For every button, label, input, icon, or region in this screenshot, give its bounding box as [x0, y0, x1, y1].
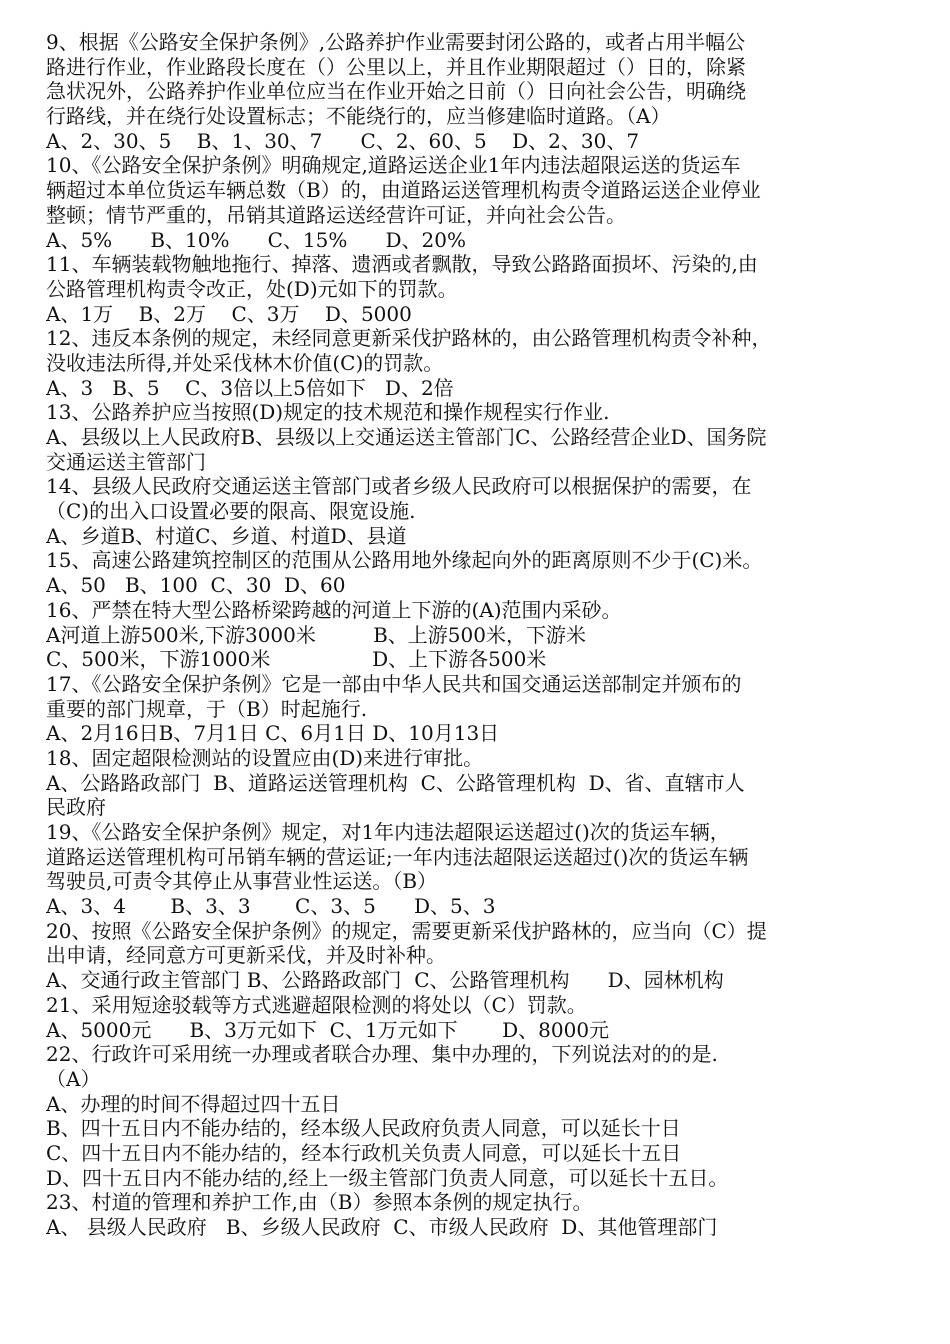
text-line: A、50 B、100 C、30 D、60	[46, 573, 346, 598]
text-line: 11、车辆装载物触地拖行、掉落、遗洒或者飘散，导致公路路面损坏、污染的,由	[46, 252, 758, 277]
text-line: A、交通行政主管部门 B、公路路政部门 C、公路管理机构 D、园林机构	[46, 968, 724, 993]
text-line: 23、村道的管理和养护工作,由（B）参照本条例的规定执行。	[46, 1190, 593, 1215]
text-line: 道路运送管理机构可吊销车辆的营运证;一年内违法超限运送超过()次的货运车辆	[46, 844, 749, 869]
text-line: A、3 B、5 C、3倍以上5倍如下 D、2倍	[46, 375, 454, 400]
text-line: A、1万 B、2万 C、3万 D、5000	[46, 301, 412, 326]
text-line: 20、按照《公路安全保护条例》的规定，需要更新采伐护路林的，应当向（C）提	[46, 918, 767, 943]
text-line: 公路管理机构责令改正，处(D)元如下的罚款。	[46, 276, 458, 301]
text-line: 路进行作业，作业路段长度在（）公里以上，并且作业期限超过（）日的，除紧	[46, 54, 746, 79]
text-line: 17、《公路安全保护条例》它是一部由中华人民共和国交通运送部制定并颁布的	[46, 671, 742, 696]
text-line: 22、行政许可采用统一办理或者联合办理、集中办理的，下列说法对的的是.	[46, 1042, 718, 1067]
text-line: A、 县级人民政府 B、乡级人民政府 C、市级人民政府 D、其他管理部门	[46, 1215, 718, 1239]
text-line: 14、县级人民政府交通运送主管部门或者乡级人民政府可以根据保护的需要，在	[46, 474, 752, 499]
text-line: 民政府	[46, 795, 106, 820]
text-line: 出申请，经同意方可更新采伐，并及时补种。	[46, 943, 446, 968]
text-line: 急状况外，公路养护作业单位应当在作业开始之日前（）日向社会公告，明确绕	[46, 79, 746, 104]
text-line: A河道上游500米,下游3000米 B、上游500米，下游米	[46, 622, 586, 647]
text-line: 19、《公路安全保护条例》规定，对1年内违法超限运送超过()次的货运车辆，	[46, 820, 730, 844]
text-line: 整顿；情节严重的，吊销其道路运送经营许可证，并向社会公告。	[46, 202, 626, 227]
text-line: （C)的出入口设置必要的限高、限宽设施.	[46, 499, 416, 524]
text-line: A、公路路政部门 B、道路运送管理机构 C、公路管理机构 D、省、直辖市人	[46, 770, 745, 795]
text-line: 没收违法所得,并处采伐林木价值(C)的罚款。	[46, 350, 444, 375]
text-line: （A）	[46, 1066, 101, 1091]
text-line: A、县级以上人民政府B、县级以上交通运送主管部门C、公路经营企业D、国务院	[46, 425, 767, 449]
text-line: A、5% B、10% C、15% D、20%	[46, 227, 466, 252]
text-line: A、乡道B、村道C、乡道、村道D、县道	[46, 523, 407, 548]
text-line: A、5000元 B、3万元如下 C、1万元如下 D、8000元	[46, 1017, 610, 1042]
text-line: 15、高速公路建筑控制区的范围从公路用地外缘起向外的距离原则不少于(C)米。	[46, 548, 763, 573]
text-line: A、2、30、5 B、1、30、7 C、2、60、5 D、2、30、7	[46, 128, 640, 153]
text-line: 交通运送主管部门	[46, 449, 206, 474]
text-line: 21、采用短途驳载等方式逃避超限检测的将处以（C）罚款。	[46, 992, 587, 1017]
text-line: A、3、4 B、3、3 C、3、5 D、5、3	[46, 894, 496, 919]
text-line: 16、严禁在特大型公路桥梁跨越的河道上下游的(A)范围内采砂。	[46, 597, 622, 622]
text-line: 9、根据《公路安全保护条例》,公路养护作业需要封闭公路的，或者占用半幅公	[46, 30, 746, 54]
text-line: D、四十五日内不能办结的,经上一级主管部门负责人同意，可以延长十五日。	[46, 1165, 729, 1190]
text-line: 18、固定超限检测站的设置应由(D)来进行审批。	[46, 745, 484, 770]
text-line: 驾驶员,可责令其停止从事营业性运送。（B）	[46, 869, 438, 894]
text-line: 13、公路养护应当按照(D)规定的技术规范和操作规程实行作业.	[46, 400, 610, 425]
text-line: C、500米，下游1000米 D、上下游各500米	[46, 647, 547, 672]
text-line: B、四十五日内不能办结的，经本级人民政府负责人同意，可以延长十日	[46, 1116, 681, 1141]
text-line: C、四十五日内不能办结的，经本行政机关负责人同意，可以延长十五日	[46, 1140, 682, 1165]
text-line: 12、违反本条例的规定，未经同意更新采伐护路林的，由公路管理机构责令补种，	[46, 326, 772, 351]
text-line: 10、《公路安全保护条例》明确规定,道路运送企业1年内违法超限运送的货运车	[46, 153, 741, 178]
text-line: 重要的部门规章，于（B）时起施行.	[46, 696, 368, 721]
text-line: A、办理的时间不得超过四十五日	[46, 1091, 341, 1116]
text-line: 行路线，并在绕行处设置标志；不能绕行的，应当修建临时道路。（A）	[46, 104, 671, 129]
text-line: A、2月16日B、7月1日 C、6月1日 D、10月13日	[46, 721, 500, 746]
text-line: 辆超过本单位货运车辆总数（B）的，由道路运送管理机构责令道路运送企业停业	[46, 178, 761, 203]
